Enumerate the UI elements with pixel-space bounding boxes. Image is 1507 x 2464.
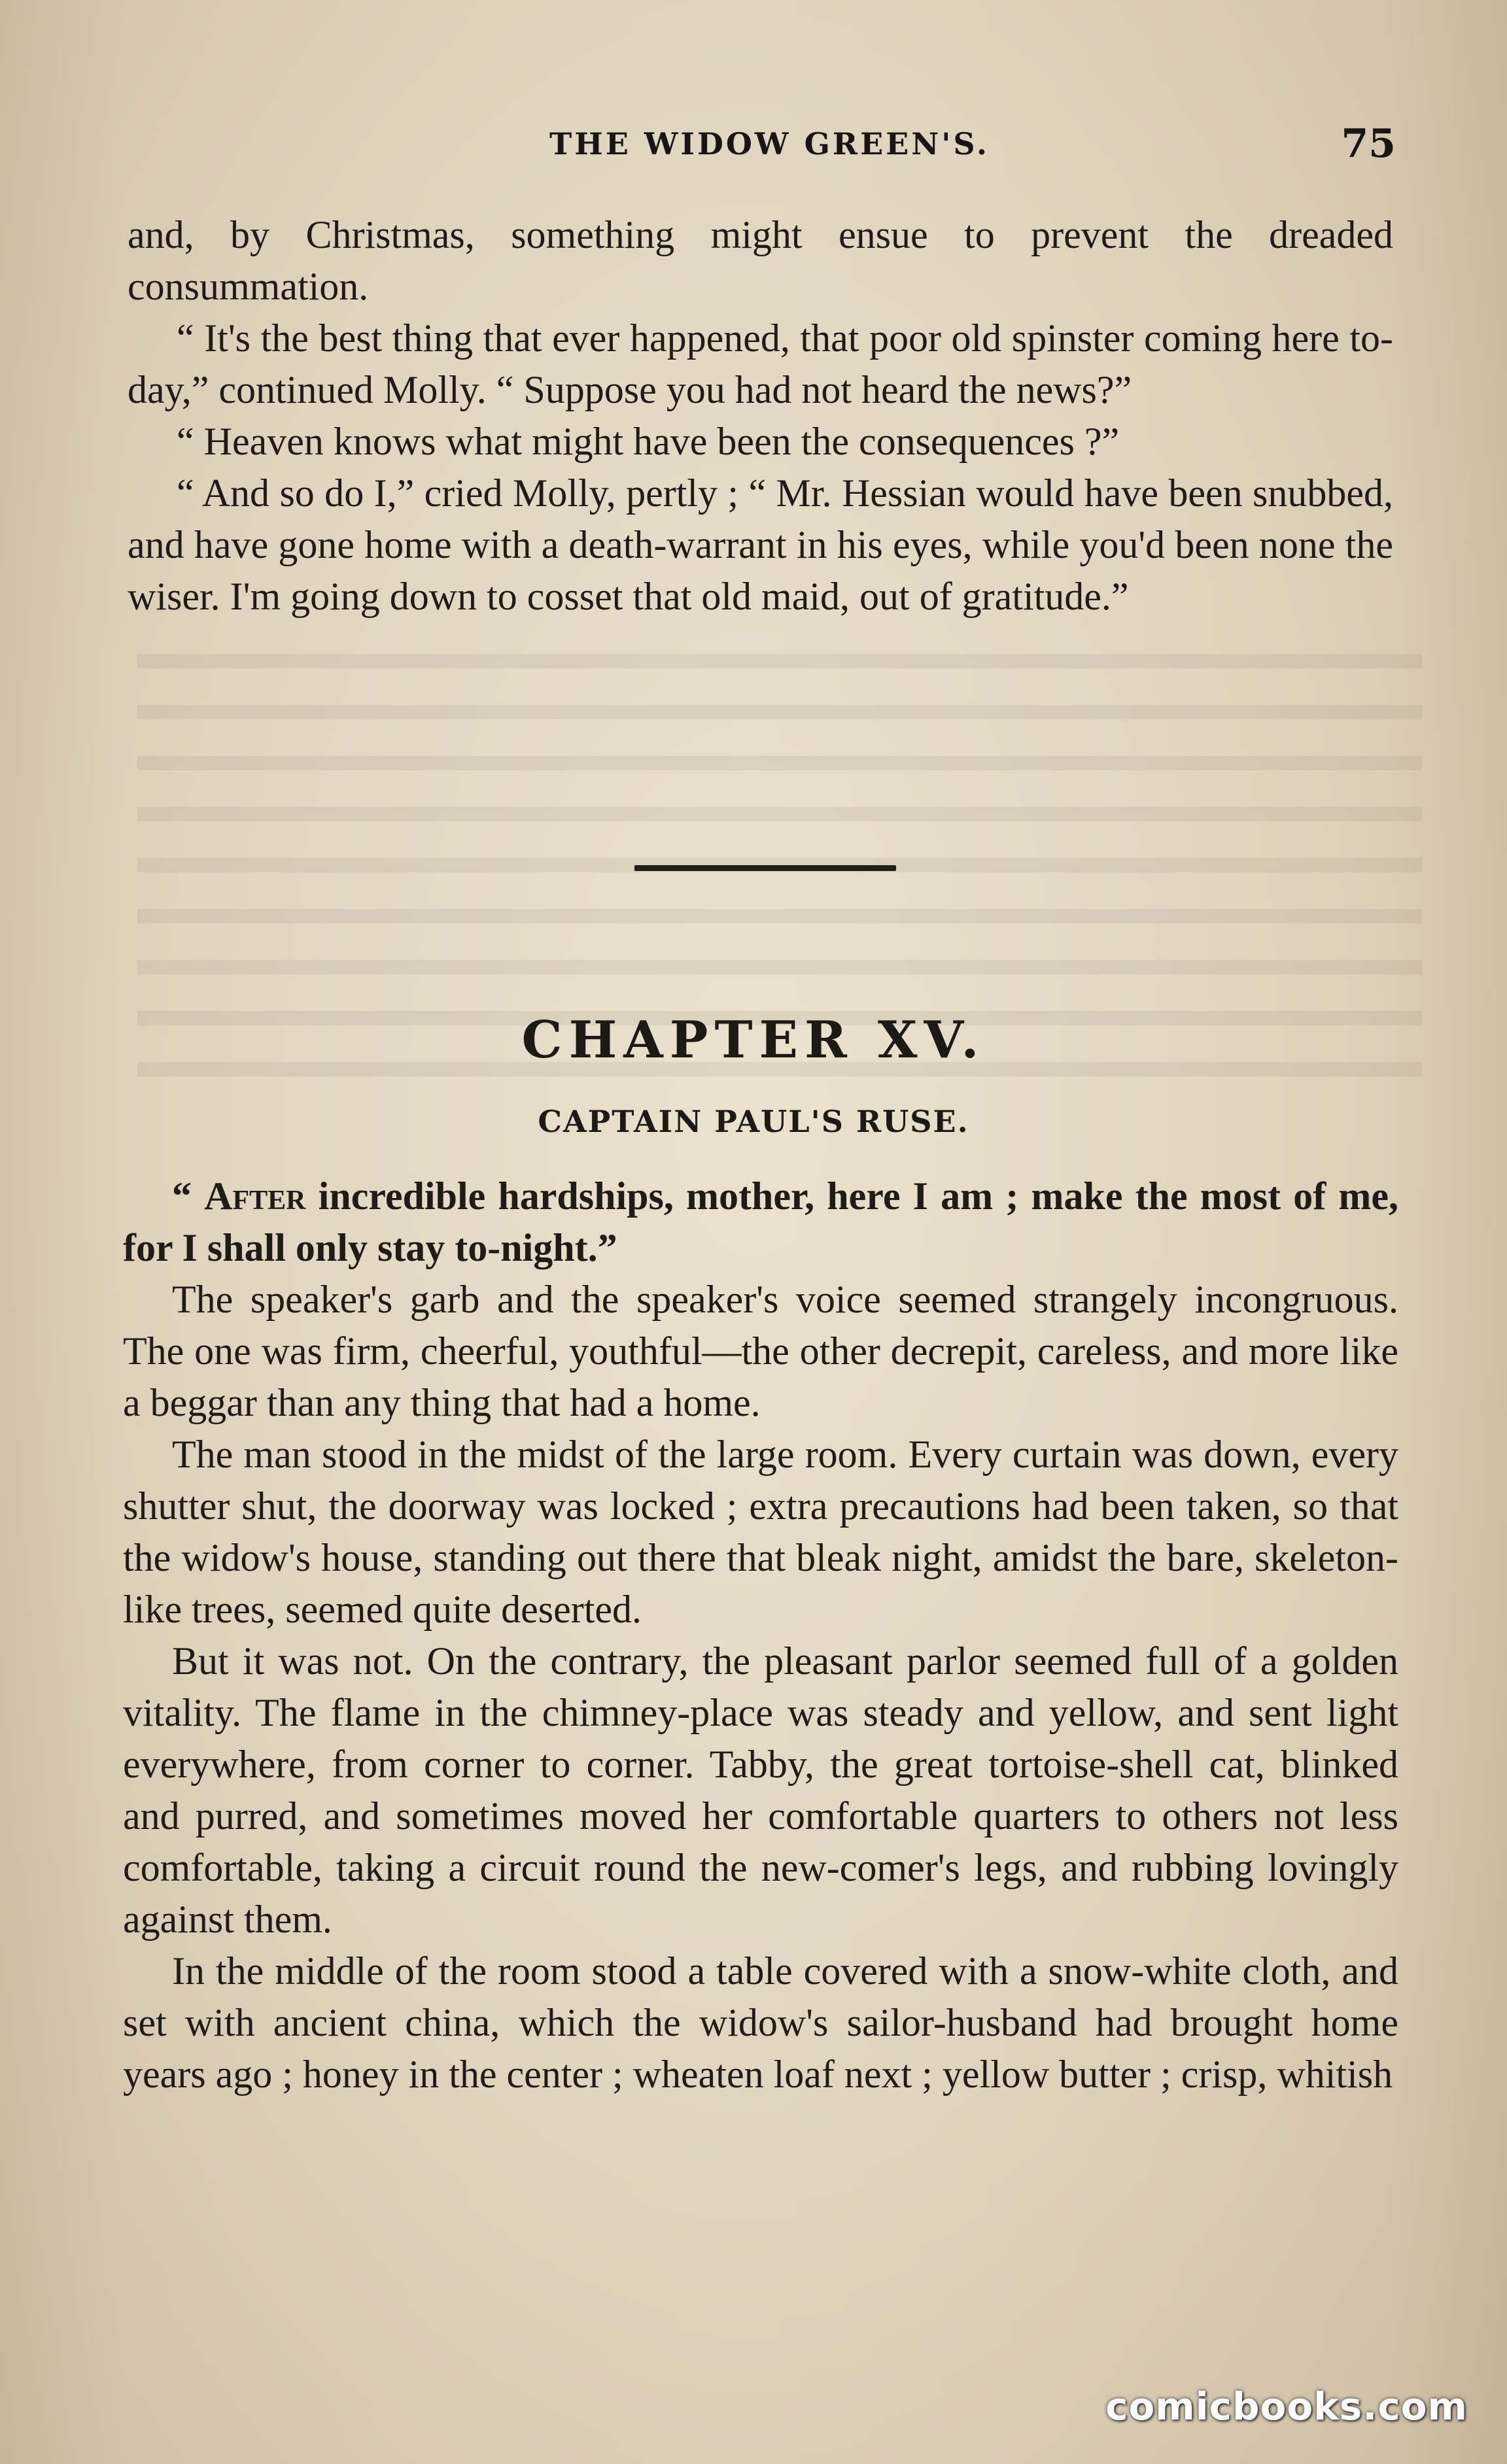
section-divider-rule bbox=[634, 865, 896, 871]
page-header bbox=[131, 121, 1396, 167]
paragraph: The man stood in the midst of the large room. Every curtain was down, every shutter shut, the doorway was locked ; extra precautions had been taken, so that the widow's house, standing out there that bleak night, amidst the bare, skeleton-like trees, seemed quite deserted. bbox=[123, 1433, 1398, 1631]
paragraph: “ Heaven knows what might have been the consequences ?” bbox=[177, 420, 1120, 463]
body-text-top bbox=[128, 209, 1393, 623]
chapter-title: CHAPTER XV. bbox=[521, 1010, 986, 1070]
paragraph: But it was not. On the contrary, the pleasant parlor seemed full of a golden vitality. The flame in the chimney-place was steady and yellow, and sent light everywhere, from corner to corner. Tabby, the great tortoise-shell cat, blinked and purred, and sometimes moved her comfortable quarters to others not less comfortable, taking a circuit round the new-comer's legs, and rubbing lovingly against them. bbox=[123, 1639, 1398, 1941]
body-text-chapter bbox=[123, 1171, 1398, 2100]
chapter-opening-paragraph bbox=[123, 1171, 1398, 1274]
watermark-text: comicbooks.com bbox=[1105, 2384, 1468, 2429]
chapter-subtitle: CAPTAIN PAUL'S RUSE. bbox=[538, 1104, 969, 1139]
paragraph: “ And so do I,” cried Molly, pertly ; “ Mr. Hessian would have been snubbed, and have gone home with a death-warrant in his eyes, while you'd been none the wiser. I'm going down to cosset that old maid, out of gratitude.” bbox=[128, 471, 1393, 618]
page-number: 75 bbox=[1341, 121, 1396, 167]
paragraph: In the middle of the room stood a table covered with a snow-white cloth, and set with ancient china, which the widow's sailor-husband had brought home years ago ; honey in the center ; wheaten loaf next ; yellow butter ; crisp, whitish bbox=[123, 1949, 1398, 2096]
paragraph: “ It's the best thing that ever happened, that poor old spinster coming here to-day,” continued Molly. “ Suppose you had not heard the news?” bbox=[128, 317, 1393, 411]
opening-quote: “ bbox=[172, 1174, 192, 1218]
paragraph: The speaker's garb and the speaker's voice seemed strangely incongruous. The one was firm, cheerful, youthful—the other decrepit, careless, and more like a beggar than any thing that had a home. bbox=[123, 1278, 1398, 1424]
opening-text: incredible hardships, mother, here I am ; make the most of me, for I shall only stay to-night.” bbox=[123, 1174, 1399, 1269]
running-head: THE WIDOW GREEN'S. bbox=[549, 126, 990, 162]
paragraph: and, by Christmas, something might ensue to prevent the dreaded consummation. bbox=[128, 213, 1393, 308]
drop-word: After bbox=[204, 1174, 306, 1218]
